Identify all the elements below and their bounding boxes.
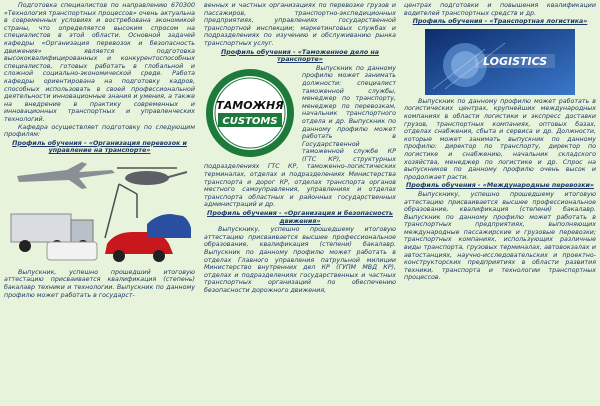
customs-logo-text-en: CUSTOMS [222,115,278,127]
profile-text-logistics: Выпускник по данному профилю может работать в логистических центрах, крупнейших международных компаниях в области логистики и экспресс доставки грузов, транспортных компаниях, оптовых базах, отделах снабжения, сбыта и сервиса и др. Должности, которые может занимать выпускник по данному профилю: директор по транспорту, директор по логистике и снабжению, начальник складского хозяйства, менеджер по логистике и др. Спрос на выпускников по данному профилю очень высок и продолжает расти. [404,97,596,181]
column-2 [204,2,396,404]
profile-text-international: Выпускнику, успешно прошедшему итоговую аттестацию присваивается высшее профессиональное образование, квалификация (степени) бакалавр. Выпускник по данному профилю может работать в транспортных предприятиях, выполняющих международные пассажирские и грузовые перевозки; транспортных компаниях, использующих различные виды транспорта, грузовых терминалах, автовокзалах и автостанциях, научно-исследовательских и проектно-конструкторских предприятиях в области развития техники, транспорта и технологии транспортных процессов. [404,190,596,282]
customs-logo-text-ru: ТАМОЖНЯ [216,98,284,112]
profile-title-safety: Профиль обучения - «Организация и безопасность движения» [207,210,393,225]
column-1 [4,2,195,404]
customs-emblem-icon [204,67,296,159]
intro-paragraph: Подготовка специалистов по направлению 670300 «Технология транспортных процессов» очень актуальна в современных условиях и востребована экономикой страны, что определяется высоким спросом на специалистов в этой области. Основной задачей кафедры «Организация перевозок и безопасность движения» является подготовка высококвалифицированных и конкурентоспособных специалистов, готовых работать в глобальной и сложной социально-экономической среде. Работа кафедры ориентирована на подготовку кадров, способных использовать в своей профессиональной деятельности инновационные знания и умения, а также на внедрение в практику современных и инновационных транспортных и управленческих технологий. [4,2,195,123]
logistics-image [425,29,575,95]
profile-title-customs: Профиль обучения - «Таможенное дело на транспорте» [221,48,379,64]
intro-profiles-lead: Кафедра осуществляет подготовку по следующим профилям: [4,123,195,139]
column-3 [404,2,596,404]
column2-top-text: венных и частных организациях по перевозке грузов и пассажиров, транспортно-экспедиционных предприятиях, управлениях государственной транспортной инспекции; маркетинговых службах и подразделениях по изучению и обслуживанию рынка транспортных услуг. [204,2,396,47]
profile-title-international: Профиль обучения - «Международные перевозки» [405,182,595,190]
profile-text-customs: Выпускник по данному профилю может занимать должности: специалист таможенной службы, менеджер по транспорту, менеджер по перевозкам, начальник транспортного отдела и др. Выпускник по данному профилю может работать в Государственной таможенной службе КР (ГТС КР), структурных подразделениях ГТС КР, таможенно-логистических терминалах, отделах и подразделениях Министерства транспорта и дорог КР, отделах транспорта органов местного самоуправления, управлениях и отделах транспорта областных и районных государственных администраций и др. [204,64,396,209]
transport-vehicles-image [7,158,192,266]
logistics-image-text: LOGISTICS [483,54,548,68]
column3-top-text: центрах подготовки и повышения квалификации водителей транспортных средств и др. [404,2,596,17]
profile-text-safety: Выпускнику, успешно прошедшему итоговую аттестацию присваивается высшее профессиональное образование, квалификация (степени) бакалавр. Выпускник по данному профилю может работать в отделах Главного управления патрульной милиции Министерство внутренних дел КР (ГУПМ МВД КР), отделах и подразделениях государственных и частных транспортных организаций по обеспечению безопасности дорожного движения, [204,226,396,294]
customs-logo [204,67,296,159]
profile-text-organization: Выпускник, успешно прошедший итоговую аттестацию присваивается квалификация (степень) бакалавр техники и технологии. Выпускник по данному профилю может работать в государст- [4,268,195,299]
profile-title-logistics: Профиль обучения - «Транспортная логистика» [412,18,588,26]
profile-title-organization: Профиль обучения - «Организация перевозок и управление на транспорте» [12,139,187,155]
